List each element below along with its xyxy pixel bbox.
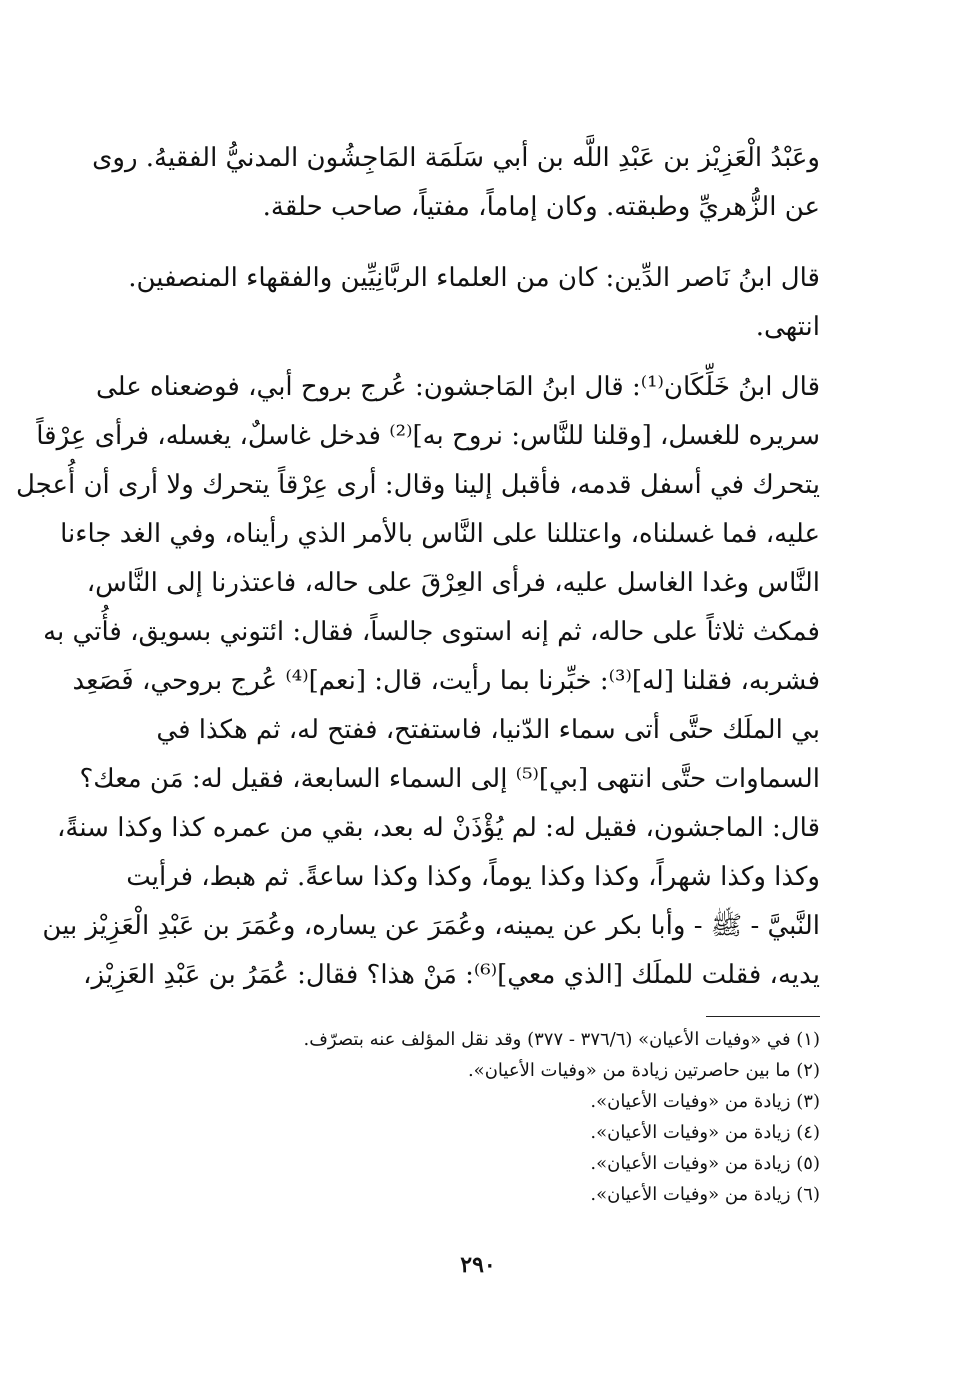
text-line: السماوات حتَّى انتهى [بي]⁽⁵⁾ إلى السماء السابعة، فقيل له: مَن معك؟: [79, 764, 820, 794]
paragraph-ibn-khallikan-narration: [15, 363, 820, 1000]
text-line: يتحرك في أسفل قدمه، فأقبل إلينا وقال: أرى عِرْقاً يتحرك ولا أرى أن أُعجل: [15, 470, 820, 500]
text-line: قال ابنُ خَلِّكَان⁽¹⁾: قال ابنُ المَاجشون: عُرج بروح أبي، فوضعناه على: [95, 372, 820, 402]
text-line: يديه، فقلت للملَك [الذي معي]⁽⁶⁾: مَنْ هذا؟ فقال: عُمَرُ بن عَبْدِ العَزِيْز،: [83, 960, 820, 990]
footnotes-list: [150, 1024, 820, 1210]
footnote: (٣) زيادة من «وفيات الأعيان».: [590, 1091, 820, 1112]
text-line: بي الملَك حتَّى أتى سماء الدّنيا، فاستفتح، ففتح له، ثم هكذا في: [156, 715, 820, 745]
text-line: وعَبْدُ الْعَزِيْز بن عَبْدِ اللَّه بن أبي سَلَمَة المَاجِشُون المدنيُّ الفقيهُ. روى: [92, 143, 820, 173]
text-line: قال: الماجشون، فقيل له: لم يُؤْذَنْ له بعد، بقي من عمره كذا وكذا سنةً،: [56, 813, 820, 843]
footnote: (٢) ما بين حاصرتين زيادة من «وفيات الأعيان».: [467, 1060, 820, 1081]
footnote: (١) في «وفيات الأعيان» (٣٧٦/٦ - ٣٧٧) وقد نقل المؤلف عنه بتصرّف.: [303, 1029, 820, 1050]
text-line: انتهى.: [755, 312, 820, 342]
text-line: فشربه، فقلنا [له]⁽³⁾: خبِّرنا بما رأيت، قال: [نعم]⁽⁴⁾ عُرج بروحي، فَصَعِد: [72, 666, 820, 696]
footnote-separator: [706, 1016, 820, 1017]
footnote: (٦) زيادة من «وفيات الأعيان».: [590, 1184, 820, 1205]
text-line: النَّاس وغدا الغاسل عليه، فرأى العِرْقَ على حاله، فاعتذرنا إلى النَّاس،: [86, 568, 820, 598]
page-number: ٢٩٠: [460, 1252, 496, 1278]
paragraph-ibn-nasir-quote: [100, 254, 820, 352]
text-line: فمكث ثلاثاً على حاله، ثم إنه استوى جالساً، فقال: ائتوني بسويق، فأُتي به: [43, 617, 820, 647]
text-line: عليه، فما غسلناه، واعتللنا على النَّاس بالأمر الذي رأيناه، وفي الغد جاءنا: [60, 519, 820, 549]
footnote: (٤) زيادة من «وفيات الأعيان».: [590, 1122, 820, 1143]
text-line: عن الزُّهريِّ وطبقته. وكان إماماً، مفتياً، صاحب حلقة.: [262, 192, 820, 222]
text-line: النَّبيَّ - ﷺ - وأبا بكر عن يمينه، وعُمَرَ عن يساره، وعُمَرَ بن عَبْدِ الْعَزِيْز بين: [42, 911, 820, 941]
paragraph-biography: [92, 134, 820, 232]
text-line: وكذا وكذا شهراً، وكذا وكذا يوماً، وكذا وكذا ساعةً. ثم هبط، فرأيت: [126, 862, 820, 892]
text-line: سريره للغسل، [وقلنا للنَّاس: نروح به]⁽²⁾ فدخل غاسلٌ، يغسله، فرأى عِرْقاً: [36, 421, 820, 451]
footnote: (٥) زيادة من «وفيات الأعيان».: [590, 1153, 820, 1174]
text-line: قال ابنُ نَاصر الدِّين: كان من العلماء الربَّانِيِّين والفقهاء المنصفين.: [128, 263, 820, 293]
